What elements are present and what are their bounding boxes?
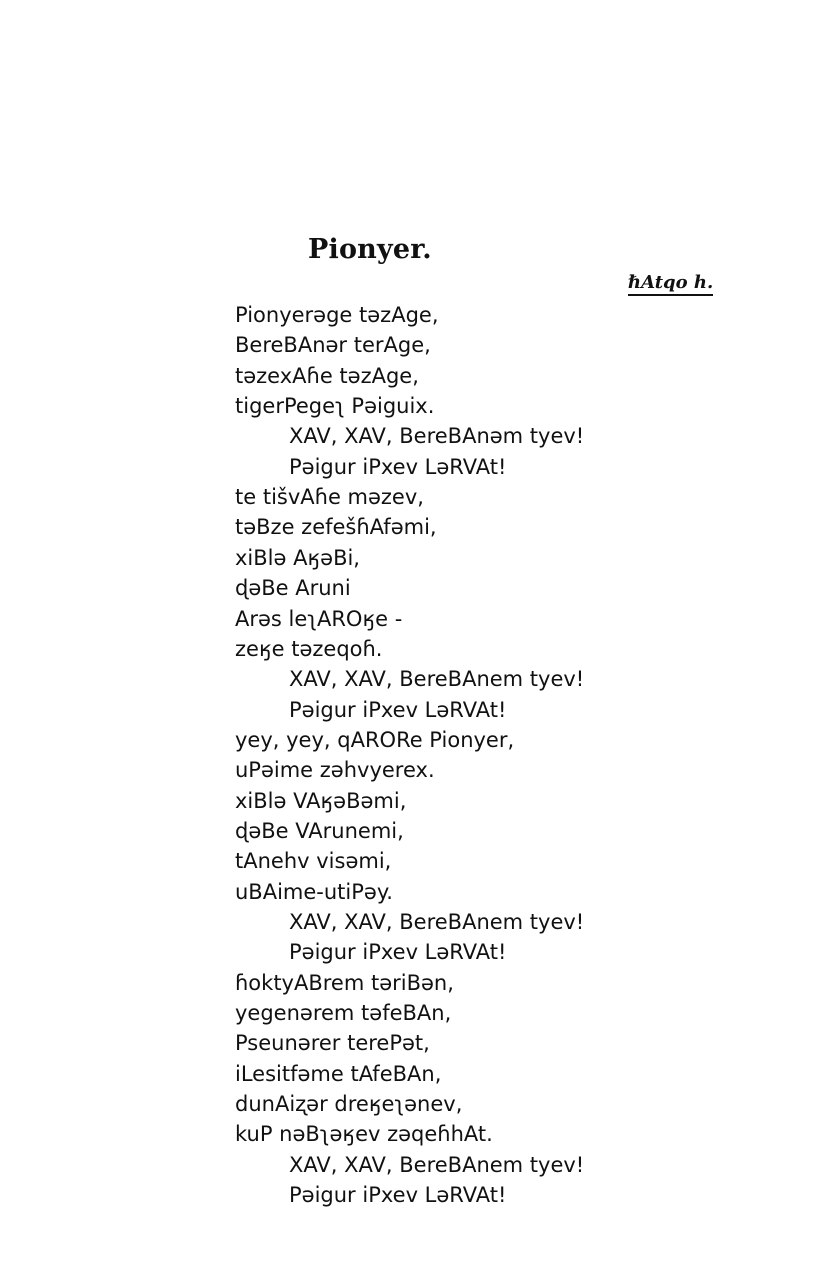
poem-line: uPəime zəhvyerex. [235, 758, 435, 783]
poem-line: təzexAɦe təzAge, [235, 363, 419, 388]
poem-line: zeӄe təzeqoɦ. [235, 636, 383, 661]
refrain-line: XAV, XAV, BereBAnem tyev! [289, 910, 585, 934]
poem-line: tAnehv visəmi, [235, 849, 392, 874]
author-name: ℏAtqo h. [628, 272, 713, 296]
poem-line: dunAiʐər dreӄeʅənev, [235, 1092, 463, 1117]
refrain-line: Pəigur iPxev LəRVAt! [289, 454, 507, 479]
refrain-line: Pəigur iPxev LəRVAt! [289, 1183, 507, 1208]
poem-line: uBAime-utiPəy. [235, 879, 393, 904]
poem-line: ɖəBe Aruni [235, 576, 351, 601]
poem-line: tigerPegeʅ Pəiguix. [235, 394, 435, 419]
refrain-line: XAV, XAV, BereBAnəm tyev! [289, 424, 585, 449]
refrain-line: XAV, XAV, BereBAnem tyev! [289, 667, 585, 692]
refrain-line: Pəigur iPxev LəRVAt! [289, 940, 507, 965]
poem-line: Pseunərer terePət, [235, 1031, 430, 1056]
poem-line: Arəs leʅAROӄe - [235, 606, 403, 631]
refrain-line: Pəigur iPxev LəRVAt! [289, 697, 507, 722]
poem-line: ɦoktyABrem təriBən, [235, 970, 454, 995]
poem-line: xiBlə AӄəBi, [235, 545, 360, 570]
poem-line: kuP nəBʅəӄev zəqeɦhAt. [235, 1122, 493, 1147]
poem-line: BereBAnər terAge, [235, 333, 431, 358]
refrain-line: XAV, XAV, BereBAnem tyev! [289, 1152, 585, 1177]
poem-title: Pionyer. [308, 234, 432, 265]
poem-line: ɖəBe VArunemi, [235, 818, 404, 843]
poem-line: yegenərem təfeBAn, [235, 1001, 452, 1026]
poem-line: yey, yey, qARORe Pionyer, [235, 727, 515, 752]
poem-line: xiBlə VAӄəBəmi, [235, 788, 407, 813]
poem-line: te tišvAɦe məzev, [235, 485, 424, 510]
poem-line: təBze zefešɦAfəmi, [235, 515, 437, 540]
poem-line: iLesitfəme tAfeBAn, [235, 1061, 442, 1086]
poem-line: Pionyerəge təzAge, [235, 303, 439, 327]
